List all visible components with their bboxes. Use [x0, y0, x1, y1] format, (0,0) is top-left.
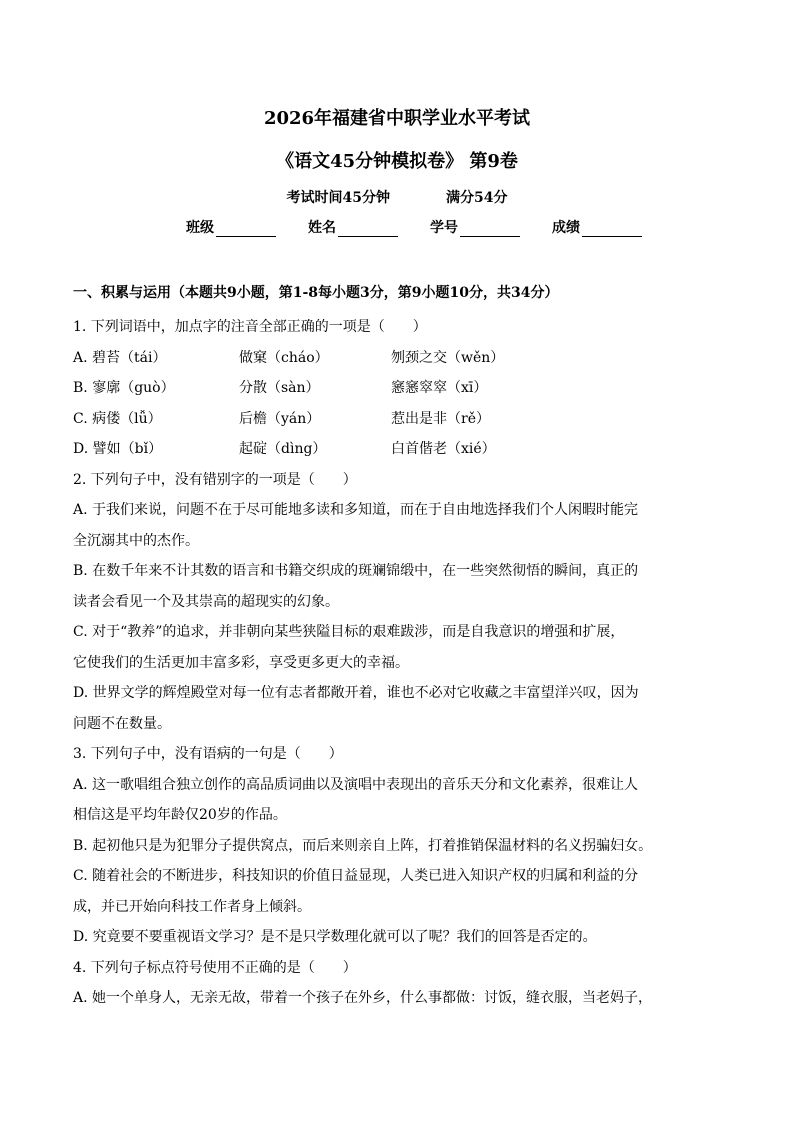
question-2-option-d-line2: 问题不在数量。: [73, 715, 171, 732]
question-2-option-a-line2: 全沉溺其中的杰作。: [73, 532, 199, 549]
option-item: 刎颈之交（wěn）: [391, 349, 505, 366]
question-1-option-a: [73, 343, 723, 374]
question-2-option-b-line2: 读者会看见一个及其崇高的超现实的幻象。: [73, 593, 339, 610]
option-item: 起碇（dìng）: [239, 441, 327, 457]
question-3-stem: 3. 下列句子中，没有语病的一句是（ ）: [73, 746, 343, 762]
student-info-fields: [186, 217, 706, 237]
question-2-option-d-line1: D. 世界文学的辉煌殿堂对每一位有志者都敞开着，谁也不必对它收藏之丰富望洋兴叹，因为: [73, 685, 639, 701]
grade-field[interactable]: [552, 217, 642, 237]
question-3-option-a-line2: 相信这是平均年龄仅20岁的作品。: [73, 807, 287, 823]
option-item: A. 碧苔（tái）: [73, 349, 167, 366]
exam-meta: [0, 187, 794, 207]
student-id-field[interactable]: [430, 217, 520, 237]
class-field[interactable]: [186, 217, 276, 237]
name-label: 姓名: [308, 220, 336, 236]
question-4-stem: 4. 下列句子标点符号使用不正确的是（ ）: [73, 959, 357, 976]
question-1-stem: 1. 下列词语中，加点字的注音全部正确的一项是（ ）: [73, 319, 427, 335]
question-3-option-c-line1: C. 随着社会的不断进步，科技知识的价值日益显现，人类已进入知识产权的归属和利益的分: [73, 868, 639, 884]
question-3-option-d: D. 究竟要不要重视语文学习？是不是只学数理化就可以了呢？我们的回答是否定的。: [73, 929, 597, 945]
class-label: 班级: [186, 220, 214, 236]
grade-blank[interactable]: [582, 222, 642, 237]
student-id-label: 学号: [430, 220, 458, 236]
exam-score: 满分54分: [446, 190, 508, 206]
question-1-option-c: [73, 404, 723, 435]
grade-label: 成绩: [552, 220, 580, 236]
question-2-option-a-line1: A. 于我们来说，问题不在于尽可能地多读和多知道，而在于自由地选择我们个人闲暇时能完: [73, 502, 639, 518]
name-blank[interactable]: [338, 222, 398, 237]
question-list: [73, 312, 723, 1014]
question-1-option-d: [73, 434, 723, 465]
question-2-option-b-line1: B. 在数千年来不计其数的语言和书籍交织成的斑斓锦缎中，在一些突然彻悟的瞬间，真正的: [73, 563, 639, 579]
option-item: 后檐（yán）: [239, 410, 321, 427]
question-3-option-a-line1: A. 这一歌唱组合独立创作的高品质词曲以及演唱中表现出的音乐天分和文化素养，很难让人: [73, 776, 639, 793]
exam-time: 考试时间45分钟: [286, 190, 390, 206]
option-item: 惹出是非（rě）: [391, 410, 490, 427]
question-1-option-b: [73, 373, 723, 404]
question-2-option-c-line1: C. 对于“教养”的追求，并非朝向某些狭隘目标的艰难跋涉，而是自我意识的增强和扩展，: [73, 624, 625, 640]
class-blank[interactable]: [216, 222, 276, 237]
section-heading: 一、积累与运用（本题共9小题，第1-8每小题3分，第9小题10分，共34分）: [73, 285, 559, 301]
option-item: C. 病偻（lǚ）: [73, 410, 162, 427]
option-item: B. 寥廓（guò）: [73, 380, 175, 396]
question-4-option-a-line1: A. 她一个单身人，无亲无故，带着一个孩子在外乡，什么事都做：讨饭，缝衣服，当老妈子，: [73, 990, 653, 1006]
exam-title: 2026年福建省中职学业水平考试: [263, 108, 531, 129]
exam-subtitle: 《语文45分钟模拟卷》 第9卷: [276, 151, 518, 172]
question-2-option-c-line2: 它使我们的生活更加丰富多彩，享受更多更大的幸福。: [73, 654, 409, 671]
question-2-stem: 2. 下列句子中，没有错别字的一项是（ ）: [73, 471, 357, 488]
option-item: 窸窸窣窣（xī）: [391, 380, 488, 396]
option-item: 分散（sàn）: [239, 380, 320, 396]
question-3-option-b: B. 起初他只是为犯罪分子提供窝点，而后来则亲自上阵，打着推销保温材料的名义拐骗妇女。: [73, 837, 653, 854]
name-field[interactable]: [308, 217, 398, 237]
option-item: 做窠（cháo）: [239, 349, 329, 366]
option-item: D. 譬如（bǐ）: [73, 441, 163, 457]
option-item: 白首偕老（xié）: [391, 441, 496, 457]
question-3-option-c-line2: 成，并已开始向科技工作者身上倾斜。: [73, 898, 311, 915]
student-id-blank[interactable]: [460, 222, 520, 237]
